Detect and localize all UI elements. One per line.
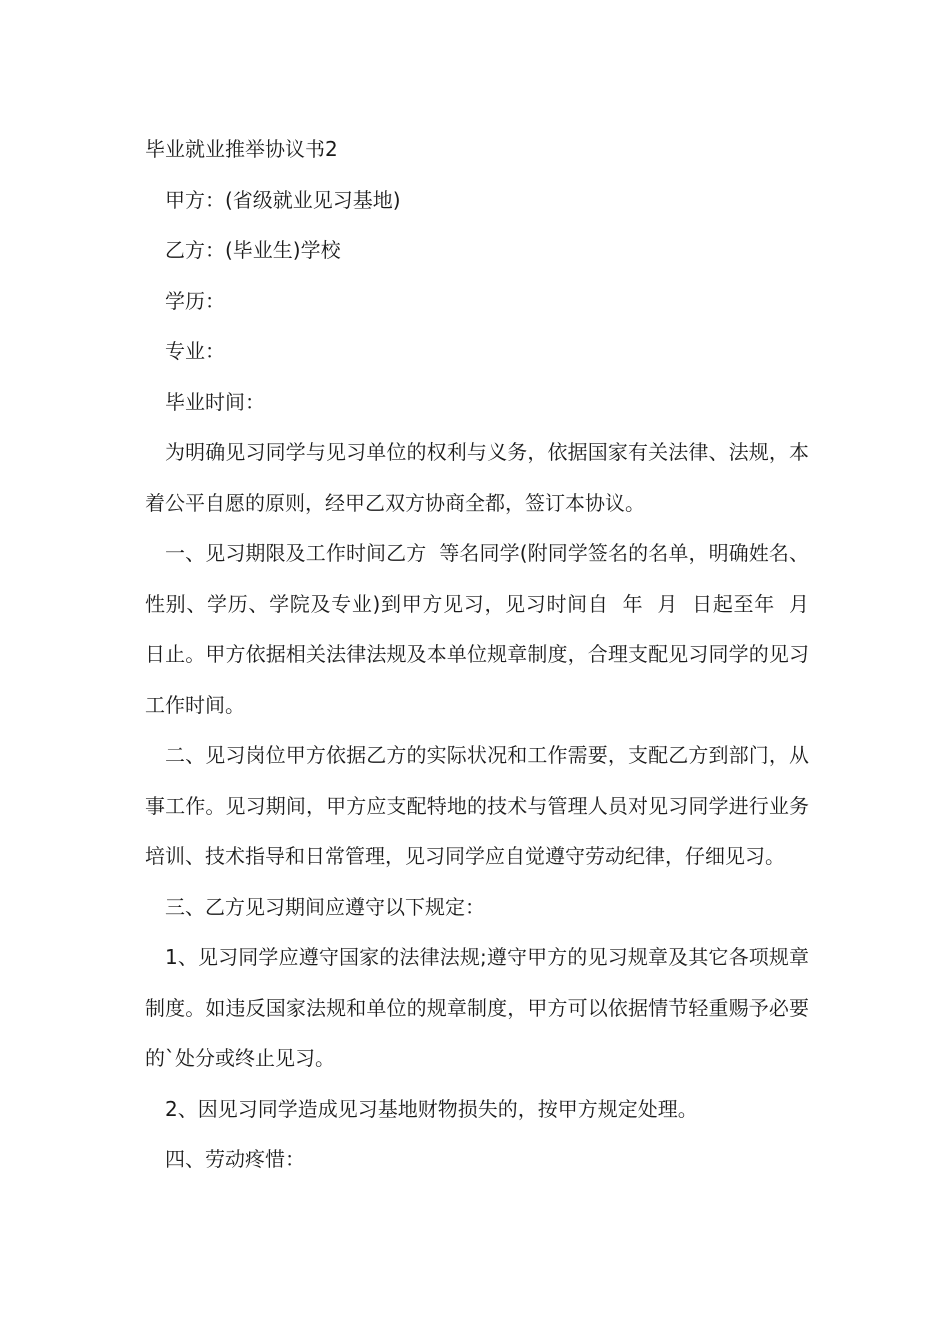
party-b-line: 乙方：(毕业生)学校 (165, 238, 341, 262)
education-line: 学历： (165, 288, 225, 313)
item-1-paragraph: 1、见习同学应遵守国家的法律法规;遵守甲方的见习规章及其它各项规章制度。如违反国家法规和单位的规章制度，甲方可以依据情节轻重赐予必要的`处分或终止见习。 (145, 945, 809, 1070)
intro-paragraph: 为明确见习同学与见习单位的权利与义务，依据国家有关法律、法规，本着公平自愿的原则，经甲乙双方协商全都，签订本协议。 (145, 440, 809, 515)
section-4-heading: 四、劳动疼惜： (165, 1147, 305, 1171)
party-a-line: 甲方：(省级就业见习基地) (165, 187, 401, 212)
document-title: 毕业就业推举协议书2 (145, 137, 338, 161)
graduation-time-line: 毕业时间： (165, 389, 265, 414)
document-body (145, 124, 822, 1185)
item-2-paragraph: 2、因见习同学造成见习基地财物损失的，按甲方规定处理。 (165, 1096, 698, 1121)
section-1-paragraph: 一、见习期限及工作时间乙方 等名同学(附同学签名的名单，明确姓名、性别、学历、学院及专业)到甲方见习，见习时间自 年 月 日起至年 月 日止。甲方依据相关法律法规及本单位规章制度，合理支配见习同学的见习工作时间。 (145, 541, 822, 717)
section-2-paragraph: 二、见习岗位甲方依据乙方的实际状况和工作需要，支配乙方到部门，从事工作。见习期间，甲方应支配特地的技术与管理人员对见习同学进行业务培训、技术指导和日常管理，见习同学应自觉遵守劳动纪律，仔细见习。 (145, 743, 809, 868)
major-line: 专业： (165, 339, 225, 363)
section-3-heading: 三、乙方见习期间应遵守以下规定： (165, 894, 485, 919)
